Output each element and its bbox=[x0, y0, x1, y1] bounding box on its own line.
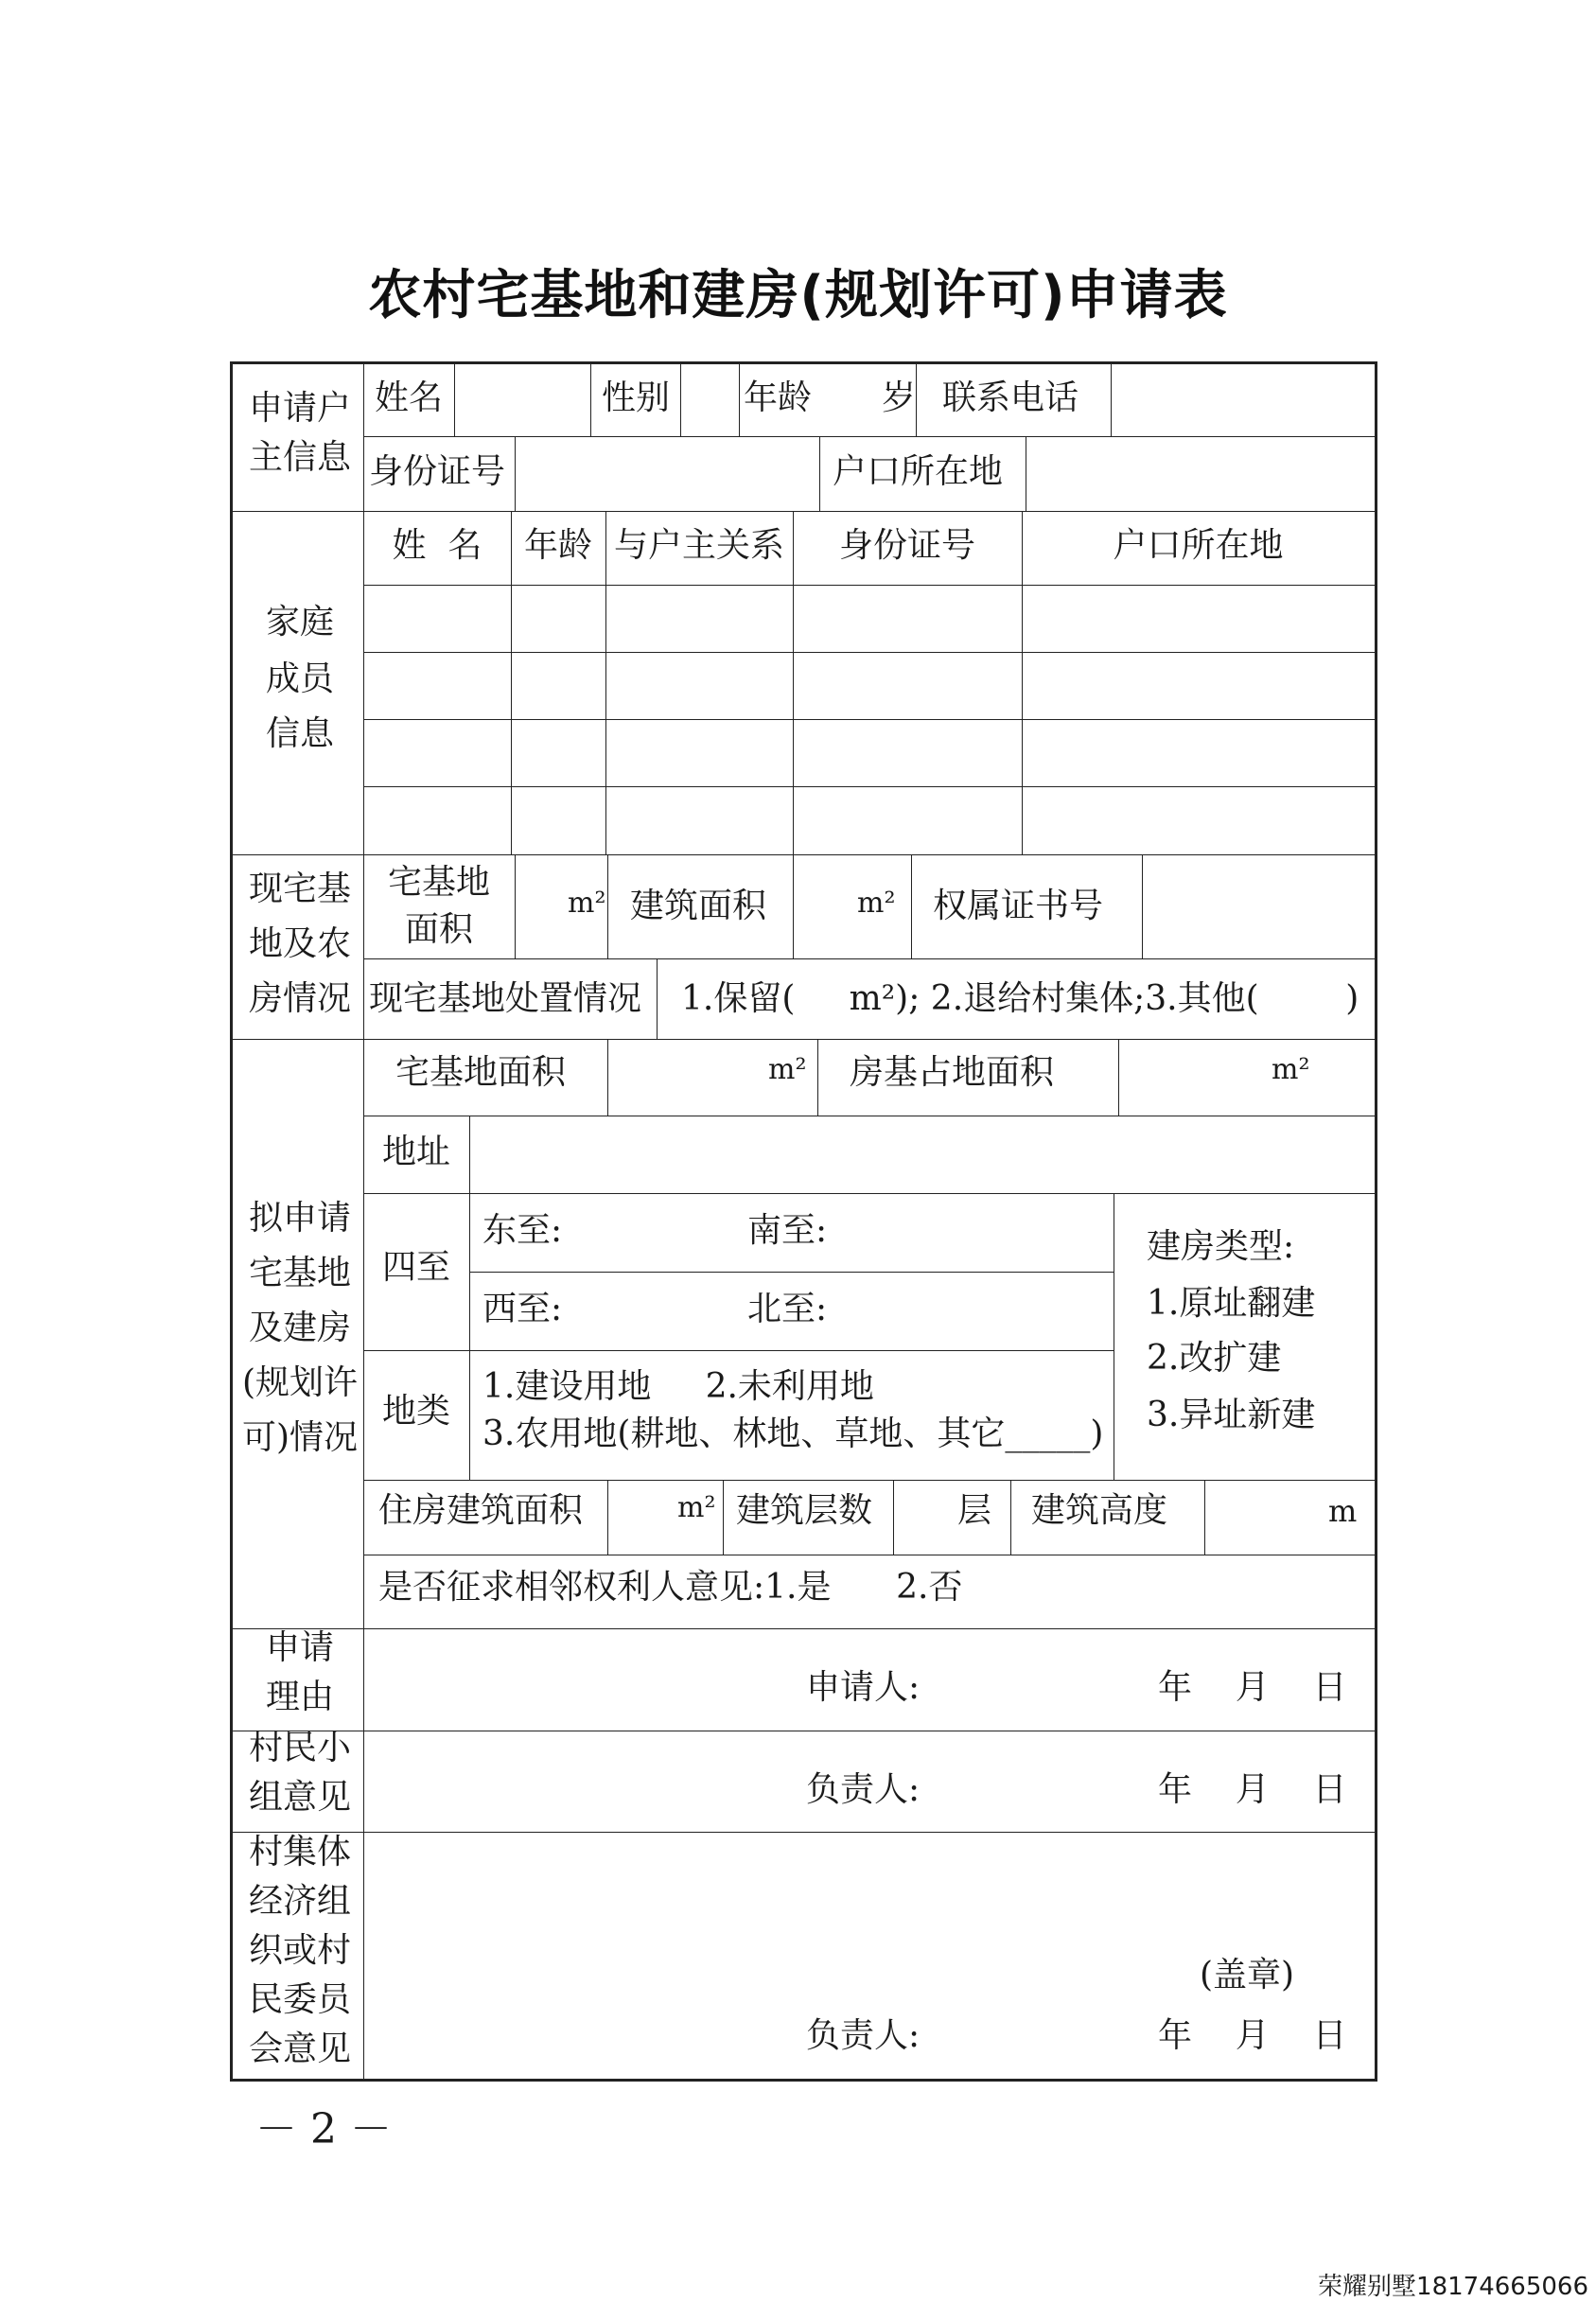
current-building-unit: m² bbox=[857, 887, 896, 920]
current-homestead-area-label-2: 面积 bbox=[404, 910, 473, 949]
neighbor-opinion: 是否征求相邻权利人意见:1.是 2.否 bbox=[378, 1568, 963, 1607]
group-signer: 负责人: bbox=[806, 1770, 921, 1809]
current-homestead-unit: m² bbox=[568, 887, 606, 920]
family-row-line-2 bbox=[363, 719, 1377, 720]
proposed-row-line-4 bbox=[363, 1350, 1114, 1351]
family-col-household: 户口所在地 bbox=[1113, 526, 1284, 565]
village-date: 年 月 日 bbox=[1158, 2016, 1347, 2055]
proposed-section-label-2: 宅基地 bbox=[248, 1254, 351, 1292]
phone-label: 联系电话 bbox=[942, 378, 1079, 417]
current-row-line bbox=[363, 958, 1377, 959]
current-vline-5 bbox=[1142, 854, 1143, 958]
proposed-row-line-2 bbox=[363, 1193, 1377, 1194]
family-col-id: 身份证号 bbox=[838, 526, 975, 565]
reason-date: 年 月 日 bbox=[1158, 1668, 1347, 1707]
proposed-vline-2 bbox=[817, 1039, 818, 1116]
proposed-section-label-3: 及建房 bbox=[248, 1309, 351, 1347]
north-label: 北至: bbox=[747, 1290, 828, 1328]
applicant-section-label-2: 主信息 bbox=[248, 438, 351, 477]
village-label-4: 民委员 bbox=[248, 1980, 351, 2019]
applicant-vline-3 bbox=[680, 361, 681, 436]
applicant-household-label: 户口所在地 bbox=[833, 452, 1004, 491]
village-label-3: 织或村 bbox=[248, 1931, 351, 1970]
current-vline-3 bbox=[793, 854, 794, 958]
reason-signer: 申请人: bbox=[806, 1668, 921, 1707]
proposed-vline-10 bbox=[1204, 1480, 1205, 1555]
village-seal: (盖章) bbox=[1200, 1956, 1295, 1994]
divider-group bbox=[230, 1832, 1377, 1833]
current-vline-6 bbox=[657, 958, 658, 1039]
applicant-vline-4 bbox=[739, 361, 740, 436]
disposal-options: 1.保留( m²); 2.退给村集体;3.其他( ) bbox=[681, 979, 1359, 1018]
floors-label: 建筑层数 bbox=[736, 1491, 873, 1530]
family-col-name: 姓 名 bbox=[392, 526, 482, 565]
proposed-vline-3 bbox=[1118, 1039, 1119, 1116]
ownership-cert-label: 权属证书号 bbox=[933, 887, 1104, 925]
build-type-title: 建房类型: bbox=[1147, 1227, 1295, 1266]
divider-family bbox=[230, 854, 1377, 855]
proposed-row-line-5 bbox=[363, 1480, 1377, 1481]
current-vline-2 bbox=[607, 854, 608, 958]
family-row-line-1 bbox=[363, 652, 1377, 653]
proposed-vline-4 bbox=[469, 1116, 470, 1480]
applicant-vline-8 bbox=[819, 436, 820, 511]
current-homestead-area-label-1: 宅基地 bbox=[387, 863, 490, 902]
family-header-line bbox=[363, 585, 1377, 586]
family-section-label-2: 成员 bbox=[265, 659, 334, 698]
proposed-vline-1 bbox=[607, 1039, 608, 1116]
height-label: 建筑高度 bbox=[1031, 1491, 1168, 1530]
proposed-homestead-area-label: 宅基地面积 bbox=[395, 1053, 567, 1092]
build-type-option-1: 1.原址翻建 bbox=[1147, 1284, 1316, 1323]
group-date: 年 月 日 bbox=[1158, 1770, 1347, 1809]
proposed-vline-6 bbox=[607, 1480, 608, 1555]
current-building-area-label: 建筑面积 bbox=[630, 887, 767, 925]
land-type-line-1: 1.建设用地 2.未利用地 bbox=[482, 1367, 874, 1406]
village-label-5: 会意见 bbox=[248, 2030, 351, 2068]
applicant-vline-1 bbox=[454, 361, 455, 436]
watermark-text: 荣耀别墅18174665066 bbox=[1318, 2273, 1588, 2301]
village-label-2: 经济组 bbox=[248, 1882, 351, 1921]
build-type-option-2: 2.改扩建 bbox=[1147, 1339, 1282, 1378]
foundation-area-unit: m² bbox=[1272, 1053, 1310, 1086]
family-row-line-3 bbox=[363, 786, 1377, 787]
gender-label: 性别 bbox=[602, 378, 671, 417]
address-label: 地址 bbox=[382, 1133, 451, 1171]
land-type-line-2: 3.农用地(耕地、林地、草地、其它_____) bbox=[482, 1415, 1104, 1453]
family-col-relation: 与户主关系 bbox=[613, 526, 784, 565]
page-number: － 2 － bbox=[255, 2105, 392, 2153]
divider-current bbox=[230, 1039, 1377, 1040]
proposed-row-line-3 bbox=[469, 1272, 1114, 1273]
current-section-label-2: 地及农 bbox=[248, 924, 351, 963]
form-title: 农村宅基地和建房(规划许可)申请表 bbox=[368, 265, 1228, 326]
village-signer: 负责人: bbox=[806, 2016, 921, 2055]
proposed-vline-9 bbox=[1010, 1480, 1011, 1555]
proposed-section-label-1: 拟申请 bbox=[248, 1199, 351, 1238]
applicant-vline-2 bbox=[590, 361, 591, 436]
south-label: 南至: bbox=[747, 1211, 828, 1250]
current-section-label-1: 现宅基 bbox=[248, 870, 351, 908]
housing-area-unit: m² bbox=[677, 1491, 716, 1524]
current-vline-4 bbox=[911, 854, 912, 958]
housing-area-label: 住房建筑面积 bbox=[378, 1491, 584, 1530]
foundation-area-label: 房基占地面积 bbox=[850, 1053, 1055, 1092]
applicant-id-label: 身份证号 bbox=[369, 452, 506, 491]
group-label-2: 组意见 bbox=[248, 1778, 351, 1817]
age-label: 年龄 bbox=[744, 378, 813, 417]
proposed-homestead-unit: m² bbox=[768, 1053, 807, 1086]
divider-proposed bbox=[230, 1628, 1377, 1629]
height-unit: m bbox=[1328, 1493, 1358, 1529]
proposed-vline-7 bbox=[723, 1480, 724, 1555]
group-label-1: 村民小 bbox=[248, 1729, 351, 1767]
name-label: 姓名 bbox=[375, 378, 444, 417]
east-label: 东至: bbox=[482, 1211, 563, 1250]
family-section-label-3: 信息 bbox=[265, 714, 334, 753]
family-col-age: 年龄 bbox=[523, 526, 592, 565]
applicant-vline-6 bbox=[1111, 361, 1112, 436]
current-section-label-3: 房情况 bbox=[248, 979, 351, 1018]
reason-label-2: 理由 bbox=[265, 1678, 334, 1716]
age-unit: 岁 bbox=[882, 378, 917, 417]
west-label: 西至: bbox=[482, 1290, 563, 1328]
boundaries-label: 四至 bbox=[382, 1248, 451, 1287]
applicant-vline-7 bbox=[515, 436, 516, 511]
disposal-label: 现宅基地处置情况 bbox=[369, 979, 642, 1018]
floors-unit: 层 bbox=[957, 1491, 992, 1530]
applicant-vline-5 bbox=[916, 361, 917, 436]
divider-applicant bbox=[230, 511, 1377, 512]
family-section-label-1: 家庭 bbox=[265, 603, 334, 641]
applicant-section-label-1: 申请户 bbox=[248, 389, 351, 428]
build-type-option-3: 3.异址新建 bbox=[1147, 1396, 1316, 1434]
reason-label-1: 申请 bbox=[265, 1628, 334, 1667]
land-type-label: 地类 bbox=[382, 1392, 451, 1431]
village-label-1: 村集体 bbox=[248, 1833, 351, 1871]
current-vline-1 bbox=[515, 854, 516, 958]
proposed-section-label-5: 可)情况 bbox=[241, 1418, 359, 1457]
proposed-section-label-4: (规划许 bbox=[241, 1363, 359, 1402]
proposed-vline-8 bbox=[893, 1480, 894, 1555]
